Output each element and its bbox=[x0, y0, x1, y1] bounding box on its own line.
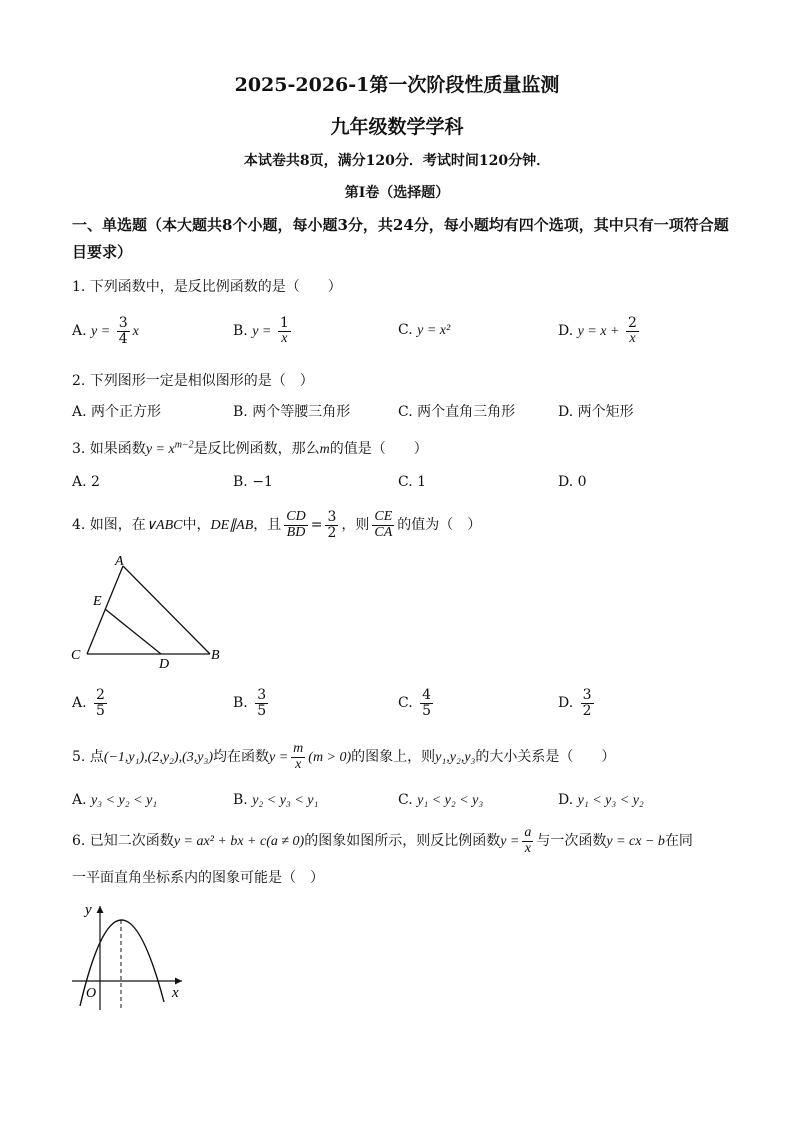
q3-option-a: A. 2 bbox=[72, 474, 100, 490]
q1-option-b: B. y = $\frac{1}{x}$ bbox=[233, 315, 289, 346]
q1-option-a: A. y = $\frac{3}{4}$ x bbox=[72, 315, 139, 347]
q4-option-c: C. $\frac{4}{5}$ bbox=[398, 687, 432, 719]
question-6-stem-line2: 一平面直角坐标系内的图象可能是（ ） bbox=[72, 870, 324, 886]
question-6-stem: 6. 已知二次函数y = ax² + bx + c(a ≠ 0)的图象如图所示，则反比例函数y = $\frac{a}{x}$ 与一次函数y = cx − b在同 bbox=[72, 825, 693, 856]
q4-option-d: D. $\frac{3}{2}$ bbox=[558, 687, 592, 719]
parabola-figure bbox=[66, 898, 196, 1018]
part-heading: 第Ⅰ卷（选择题） bbox=[344, 185, 450, 201]
vertex-label-b: B bbox=[211, 648, 220, 663]
q2-option-b: B. 两个等腰三角形 bbox=[233, 404, 351, 420]
question-2-stem: 2. 下列图形一定是相似图形的是（ ） bbox=[72, 373, 314, 389]
q3-option-d: D. 0 bbox=[558, 474, 587, 490]
q4-option-b: B. $\frac{3}{5}$ bbox=[233, 687, 267, 719]
q5-option-a: A. y₃ < y₂ < y₁ bbox=[72, 792, 158, 808]
q3-option-b: B. −1 bbox=[233, 474, 273, 490]
exam-info: 本试卷共8页，满分120分．考试时间120分钟． bbox=[243, 153, 551, 169]
q1-option-d: D. y = x + $\frac{2}{x}$ bbox=[558, 315, 637, 346]
question-1-stem: 1. 下列函数中，是反比例函数的是（ ） bbox=[72, 279, 342, 295]
question-3-stem: 3. 如果函数$y = x^{m-2}$是反比例函数，那么m的值是（ ） bbox=[72, 439, 428, 457]
q3-option-c: C. 1 bbox=[398, 474, 427, 490]
triangle-figure bbox=[65, 552, 235, 672]
vertex-label-e: E bbox=[93, 594, 102, 609]
exam-subtitle: 九年级数学学科 bbox=[330, 116, 464, 138]
q5-option-d: D. y₁ < y₃ < y₂ bbox=[558, 792, 644, 808]
q2-option-a: A. 两个正方形 bbox=[72, 404, 162, 420]
origin-label: O bbox=[86, 986, 97, 1001]
vertex-label-c: C bbox=[71, 648, 81, 663]
q5-option-b: B. y₂ < y₃ < y₁ bbox=[233, 792, 319, 808]
section-heading: 一、单选题（本大题共8个小题，每小题3分，共24分，每小题均有四个选项，其中只有一项符合题目要求） bbox=[72, 216, 729, 261]
exam-title: 2025-2026-1第一次阶段性质量监测 bbox=[234, 74, 560, 96]
vertex-label-d: D bbox=[159, 657, 170, 672]
q5-option-c: C. y₁ < y₂ < y₃ bbox=[398, 792, 484, 808]
axis-label-y: y bbox=[85, 902, 92, 918]
vertex-label-a: A bbox=[115, 554, 124, 569]
q1-option-c: C. y = x² bbox=[398, 322, 451, 338]
question-4-stem: 4. 如图，在∨ABC中，DE∥AB，且 $\frac{CD}{BD}$ = $\frac{3}{2}$ ，则 $\frac{CE}{CA}$ 的值为（ ） bbox=[72, 509, 482, 541]
q4-option-a: A. $\frac{2}{5}$ bbox=[72, 687, 105, 719]
q2-option-c: C. 两个直角三角形 bbox=[398, 404, 516, 420]
axis-label-x: x bbox=[172, 985, 179, 1001]
question-5-stem: 5. 点(−1,y₁),(2,y₂),(3,y₃)均在函数y = $\frac{m}{x}$ (m > 0)的图象上，则y₁,y₂,y₃的大小关系是（ ） bbox=[72, 741, 616, 772]
q2-option-d: D. 两个矩形 bbox=[558, 404, 634, 420]
